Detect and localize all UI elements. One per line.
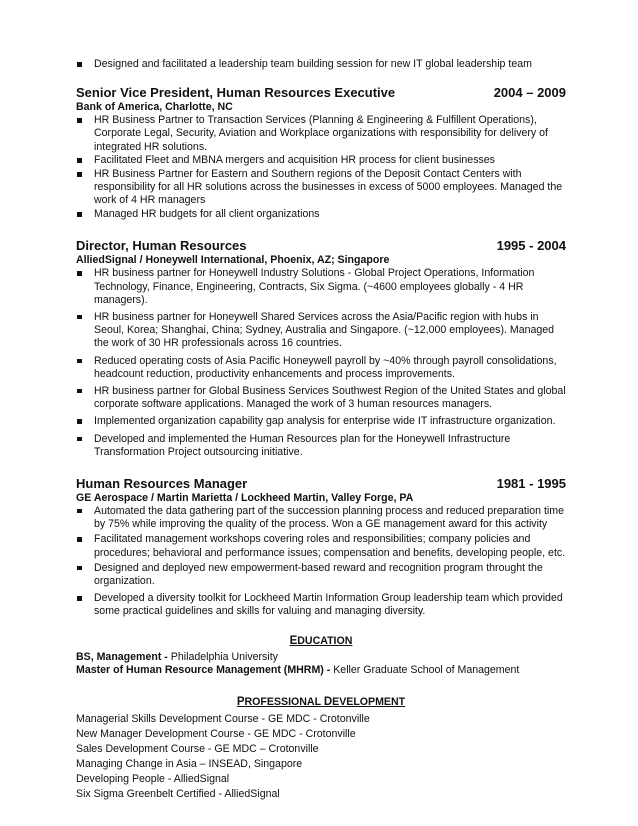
bullet-item [76,415,566,428]
development-item: Managing Change in Asia – INSEAD, Singapore [76,757,303,770]
bullet-item [76,433,566,459]
bullet-text: Automated the data gathering part of the succession planning process and reduced preparation time by 75% while improving the quality of the process. Won a GE management award for this activity [94,504,564,531]
bullet-item [76,592,566,618]
bullet-item [76,533,566,559]
bullet-text: HR business partner for Honeywell Shared Services across the Asia/Pacific region with hubs in Seoul, Korea; Shanghai, China; Sydney, Australia and Singapore. (~12,000 employees). Managed the work of 30 HR professionals across 16 countries. [94,310,555,350]
heading-rest: EVELOPMENT [332,695,406,708]
bullet-text: Designed and facilitated a leadership team building session for new IT global leadership team [94,58,532,70]
bullet-item [76,58,566,71]
bullet-text: Designed and deployed new empowerment-based reward and recognition program throught the organization. [94,561,543,587]
job-bullet-list [76,114,566,221]
development-item: Six Sigma Greenbelt Certified - AlliedSignal [76,787,280,800]
development-item: Sales Development Course - GE MDC – Crotonville [76,742,319,755]
bullet-text: Reduced operating costs of Asia Pacific Honeywell payroll by ~40% through payroll consolidations, headcount reduction, productivity enhancements and process improvements. [94,354,557,380]
job-header [76,85,566,100]
job-title: Human Resources Manager [76,475,248,491]
bullet-item [76,154,566,167]
bullet-item [76,168,566,208]
bullet-item [76,505,566,531]
education-item [76,651,566,665]
school: Keller Graduate School of Management [333,664,520,677]
bullet-item [76,355,566,381]
bullet-item [76,208,566,221]
job-header [76,238,566,253]
job-dates: 1981 - 1995 [496,475,566,491]
heading-rest: DUCATION [297,634,353,647]
job-company: AlliedSignal / Honeywell International, Phoenix, AZ; Singapore [76,254,390,267]
development-item: New Manager Development Course - GE MDC - Crotonville [76,727,356,740]
bullet-text: Facilitated management workshops covering roles and responsibilities; company policies and procedures; behavioral and performance issues; compensation and benefits, developing people, etc. [94,533,566,559]
bullet-text: HR Business Partner for Eastern and Southern regions of the Deposit Contact Centers with responsibility for all HR solutions across the businesses in excess of 5000 employees. Managed the work of 4 HR managers [94,168,563,207]
job-entry [76,476,566,619]
education-item [76,664,566,678]
degree: BS, Management - [76,650,171,663]
bullet-item [76,267,566,307]
job-bullet-list [76,505,566,619]
heading-initial: P [236,695,245,708]
development-heading [76,696,566,708]
degree: Master of Human Resource Management (MHRM) - [76,664,334,677]
resume-page [76,58,566,802]
bullet-text: HR business partner for Global Business Services Southwest Region of the United States and global corporate software applications. Managed the work of 3 human resources managers. [94,384,566,411]
job-dates: 1995 - 2004 [496,238,566,254]
bullet-item [76,311,566,351]
bullet-text: HR Business Partner to Transaction Services (Planning & Engineering & Fulfillent Operations), Corporate Legal, Security, Aviation and Workplace organizations with responsibility for delivery of integrated HR solutions. [94,114,548,153]
job-company: GE Aerospace / Martin Marietta / Lockheed Martin, Valley Forge, PA [76,491,414,504]
job-bullet-list [76,267,566,459]
job-header [76,476,566,491]
heading-initial: D [323,695,333,708]
bullet-item [76,114,566,154]
bullet-text: Developed and implemented the Human Resources plan for the Honeywell Infrastructure Transformation Project outsourcing initiative. [94,432,511,458]
job-title: Director, Human Resources [76,238,247,254]
job-company: Bank of America, Charlotte, NC [76,101,233,114]
bullet-text: Managed HR budgets for all client organizations [94,208,320,221]
bullet-text: HR business partner for Honeywell Industry Solutions - Global Project Operations, Information Technology, Finance, Engineering, Contracts, Six Sigma. (~4600 employees globally - 4 HR managers). [94,267,535,306]
bullet-item [76,385,566,411]
education-heading [76,635,566,647]
job-entry [76,238,566,459]
development-item: Developing People - AlliedSignal [76,772,230,785]
bullet-text: Implemented organization capability gap analysis for enterprise wide IT infrastructure organization. [94,415,556,428]
school: Philadelphia University [170,650,278,663]
heading-initial: E [289,634,298,647]
heading-rest: ROFESSIONAL [244,695,324,708]
bullet-text: Developed a diversity toolkit for Lockheed Martin Information Group leadership team which provided some practical guidelines and skills for valuing and managing diversity. [94,592,563,618]
job-dates: 2004 – 2009 [493,85,566,101]
job-entry [76,85,566,221]
bullet-text: Facilitated Fleet and MBNA mergers and acquisition HR process for client businesses [94,154,495,167]
development-item: Managerial Skills Development Course - GE MDC - Crotonville [76,712,370,725]
job-title: Senior Vice President, Human Resources Executive [76,85,396,101]
bullet-item [76,562,566,588]
top-bullet-list [76,58,566,71]
